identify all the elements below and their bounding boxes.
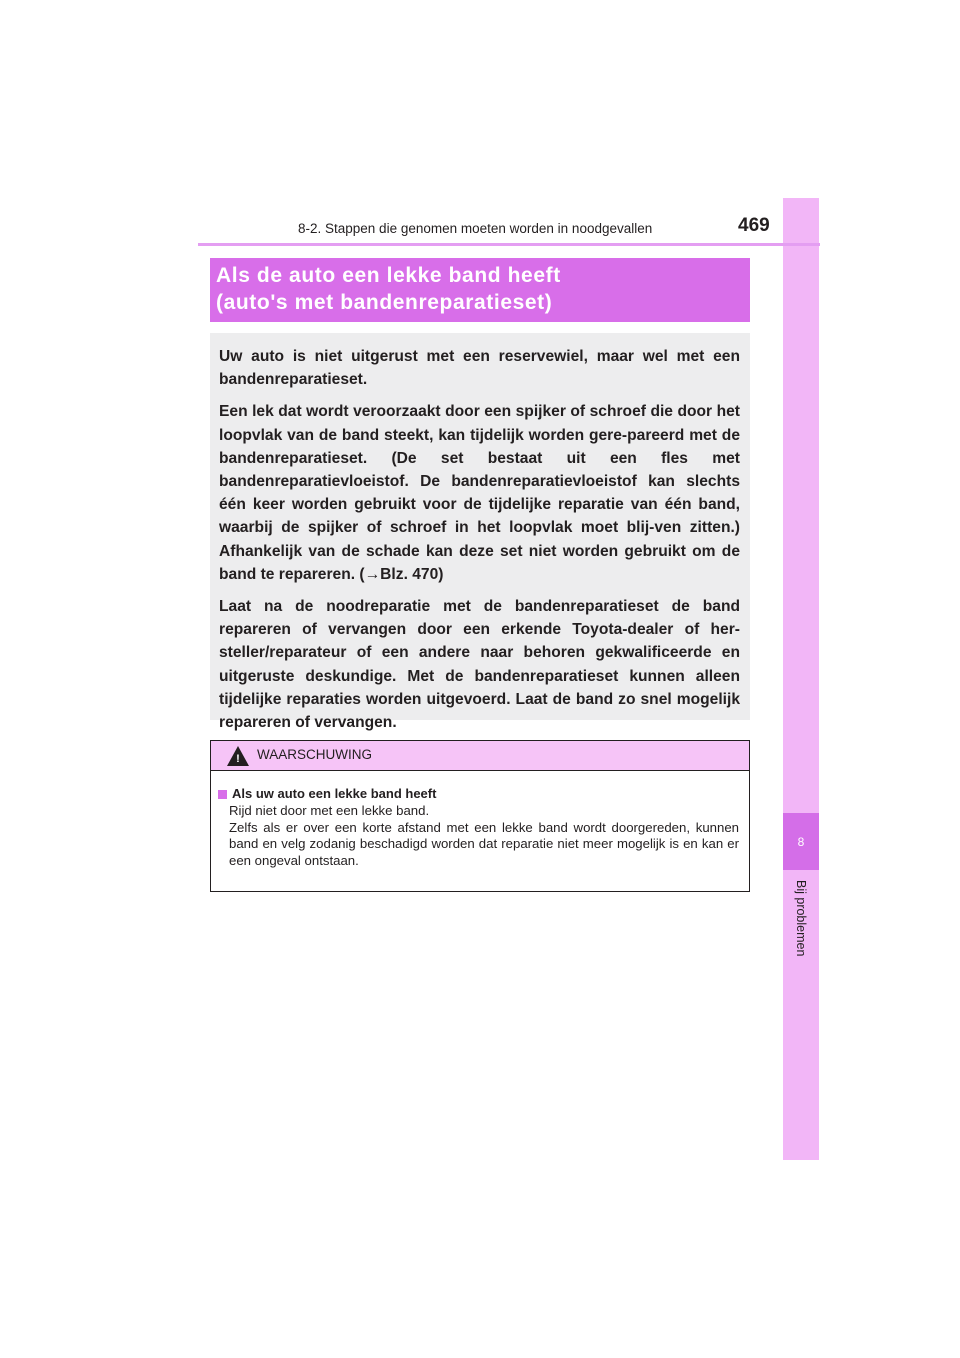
warning-header	[211, 741, 749, 771]
warning-box	[210, 740, 750, 892]
exclamation-icon: !	[236, 753, 240, 765]
warning-subheading-text: Als uw auto een lekke band heeft	[232, 786, 437, 801]
section-title-line-2: (auto's met bandenreparatieset)	[216, 291, 553, 314]
intro-paragraph-3: Laat na de noodreparatie met de bandenreparatieset de band repareren of vervangen door een erkende Toyota-dealer of her-steller/reparateur of een andere naar behoren gekwalificeerde en uitgeruste deskundige. Met de bandenreparatieset kunnen alleen tijdelijke reparaties worden uitgevoerd. Laat de band zo snel mogelijk repareren of vervangen.	[219, 598, 740, 732]
running-header-title: 8-2. Stappen die genomen moeten worden in noodgevallen	[298, 221, 653, 236]
header-divider	[198, 243, 820, 246]
chapter-label-text: Bij problemen	[794, 880, 808, 957]
warning-body	[211, 771, 749, 869]
section-title-banner	[210, 258, 750, 322]
intro-paragraph-2: Een lek dat wordt veroorzaakt door een spijker of schroef die door het loopvlak van de band steekt, kan tijdelijk worden gere-pareerd met de bandenreparatieset. (De set bestaat uit een fles met bandenreparatievloeistof. De bandenreparatievloeistof kan slechts één keer worden gebruikt voor de tijdelijke reparatie van één band, waarbij de spijker of schroef in het loopvlak moet blij-ven zitten.) Afhankelijk van de schade kan deze set niet worden gebruikt om de band te repareren. (→Blz. 470)	[219, 403, 740, 583]
warning-text-line-1: Rijd niet door met een lekke band.	[229, 803, 430, 818]
chapter-number-badge: 8	[783, 813, 819, 870]
intro-box	[210, 333, 750, 732]
intro-paragraph-1: Uw auto is niet uitgerust met een reservewiel, maar wel met een bandenreparatieset.	[219, 348, 740, 389]
square-bullet-icon	[218, 790, 227, 799]
page-number: 469	[738, 215, 770, 236]
warning-label: WAARSCHUWING	[257, 747, 372, 762]
section-title-line-1: Als de auto een lekke band heeft	[216, 264, 561, 287]
chapter-side-tab	[783, 198, 819, 1160]
warning-subheading	[218, 785, 739, 803]
warning-text-line-2: Zelfs als er over een korte afstand met een lekke band wordt doorgereden, kunnen band en velg zodanig beschadigd worden dat reparatie niet meer mogelijk is en kan er een ongeval ontstaan.	[229, 819, 739, 868]
chapter-label	[783, 880, 819, 980]
